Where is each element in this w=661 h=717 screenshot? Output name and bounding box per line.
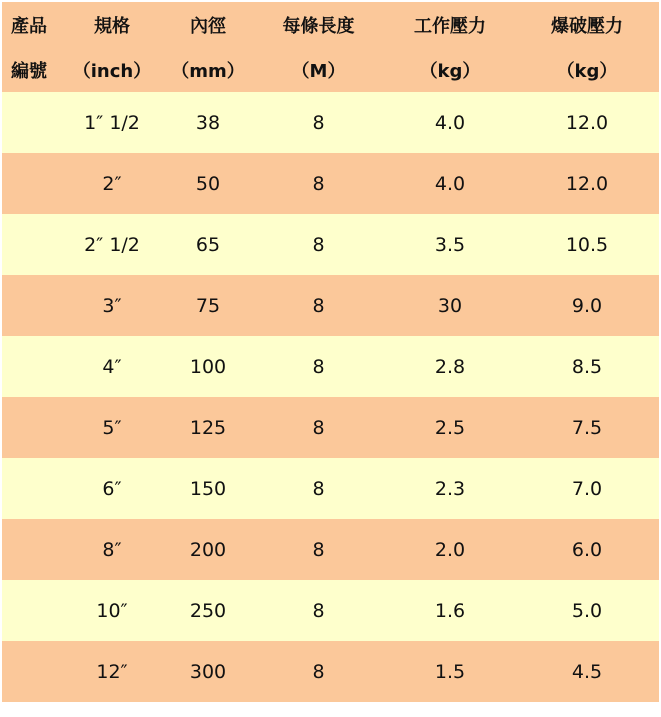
- table-row: [2, 458, 659, 519]
- cell-working-pressure: 4.0: [385, 92, 515, 153]
- cell-inner-diameter: 75: [164, 275, 252, 336]
- header-inner-diameter: 內徑: [164, 2, 252, 47]
- cell-burst-pressure: 8.5: [515, 336, 659, 397]
- cell-size: 4″: [60, 336, 164, 397]
- cell-working-pressure: 3.5: [385, 214, 515, 275]
- header-row-2: [2, 47, 659, 92]
- cell-length: 8: [252, 275, 385, 336]
- cell-length: 8: [252, 336, 385, 397]
- cell-product-id: [2, 336, 60, 397]
- cell-burst-pressure: 5.0: [515, 580, 659, 641]
- header-working-pressure-unit: （kg）: [385, 47, 515, 92]
- cell-product-id: [2, 275, 60, 336]
- cell-burst-pressure: 12.0: [515, 153, 659, 214]
- table-row: [2, 275, 659, 336]
- cell-product-id: [2, 641, 60, 702]
- cell-product-id: [2, 519, 60, 580]
- header-product-id: 產品: [2, 2, 60, 47]
- table-row: [2, 580, 659, 641]
- cell-length: 8: [252, 519, 385, 580]
- cell-inner-diameter: 300: [164, 641, 252, 702]
- cell-working-pressure: 2.0: [385, 519, 515, 580]
- cell-size: 5″: [60, 397, 164, 458]
- cell-product-id: [2, 153, 60, 214]
- hose-spec-table: [2, 2, 659, 702]
- header-inner-diameter-unit: （mm）: [164, 47, 252, 92]
- cell-inner-diameter: 200: [164, 519, 252, 580]
- table-row: [2, 336, 659, 397]
- cell-working-pressure: 2.5: [385, 397, 515, 458]
- cell-inner-diameter: 100: [164, 336, 252, 397]
- cell-product-id: [2, 580, 60, 641]
- cell-length: 8: [252, 214, 385, 275]
- table-row: [2, 92, 659, 153]
- cell-length: 8: [252, 580, 385, 641]
- cell-size: 1″ 1/2: [60, 92, 164, 153]
- cell-size: 2″: [60, 153, 164, 214]
- cell-burst-pressure: 6.0: [515, 519, 659, 580]
- cell-burst-pressure: 7.5: [515, 397, 659, 458]
- header-size-unit: （inch）: [60, 47, 164, 92]
- header-row-1: [2, 2, 659, 47]
- cell-length: 8: [252, 641, 385, 702]
- header-length: 每條長度: [252, 2, 385, 47]
- cell-working-pressure: 1.5: [385, 641, 515, 702]
- cell-working-pressure: 1.6: [385, 580, 515, 641]
- cell-working-pressure: 4.0: [385, 153, 515, 214]
- cell-working-pressure: 30: [385, 275, 515, 336]
- table-row: [2, 519, 659, 580]
- header-size: 規格: [60, 2, 164, 47]
- cell-inner-diameter: 150: [164, 458, 252, 519]
- cell-burst-pressure: 4.5: [515, 641, 659, 702]
- cell-size: 2″ 1/2: [60, 214, 164, 275]
- cell-product-id: [2, 92, 60, 153]
- cell-burst-pressure: 12.0: [515, 92, 659, 153]
- cell-size: 3″: [60, 275, 164, 336]
- header-burst-pressure: 爆破壓力: [515, 2, 659, 47]
- cell-size: 10″: [60, 580, 164, 641]
- cell-size: 12″: [60, 641, 164, 702]
- header-product-id-sub: 編號: [2, 47, 60, 92]
- cell-working-pressure: 2.8: [385, 336, 515, 397]
- table-row: [2, 153, 659, 214]
- cell-burst-pressure: 7.0: [515, 458, 659, 519]
- cell-inner-diameter: 38: [164, 92, 252, 153]
- table-row: [2, 214, 659, 275]
- cell-inner-diameter: 50: [164, 153, 252, 214]
- cell-burst-pressure: 9.0: [515, 275, 659, 336]
- cell-inner-diameter: 65: [164, 214, 252, 275]
- cell-product-id: [2, 458, 60, 519]
- table-row: [2, 397, 659, 458]
- table-row: [2, 641, 659, 702]
- cell-product-id: [2, 214, 60, 275]
- cell-length: 8: [252, 92, 385, 153]
- cell-product-id: [2, 397, 60, 458]
- cell-working-pressure: 2.3: [385, 458, 515, 519]
- header-working-pressure: 工作壓力: [385, 2, 515, 47]
- cell-length: 8: [252, 153, 385, 214]
- cell-length: 8: [252, 397, 385, 458]
- cell-size: 8″: [60, 519, 164, 580]
- header-burst-pressure-unit: （kg）: [515, 47, 659, 92]
- cell-length: 8: [252, 458, 385, 519]
- cell-size: 6″: [60, 458, 164, 519]
- cell-inner-diameter: 250: [164, 580, 252, 641]
- header-length-unit: （M）: [252, 47, 385, 92]
- cell-burst-pressure: 10.5: [515, 214, 659, 275]
- cell-inner-diameter: 125: [164, 397, 252, 458]
